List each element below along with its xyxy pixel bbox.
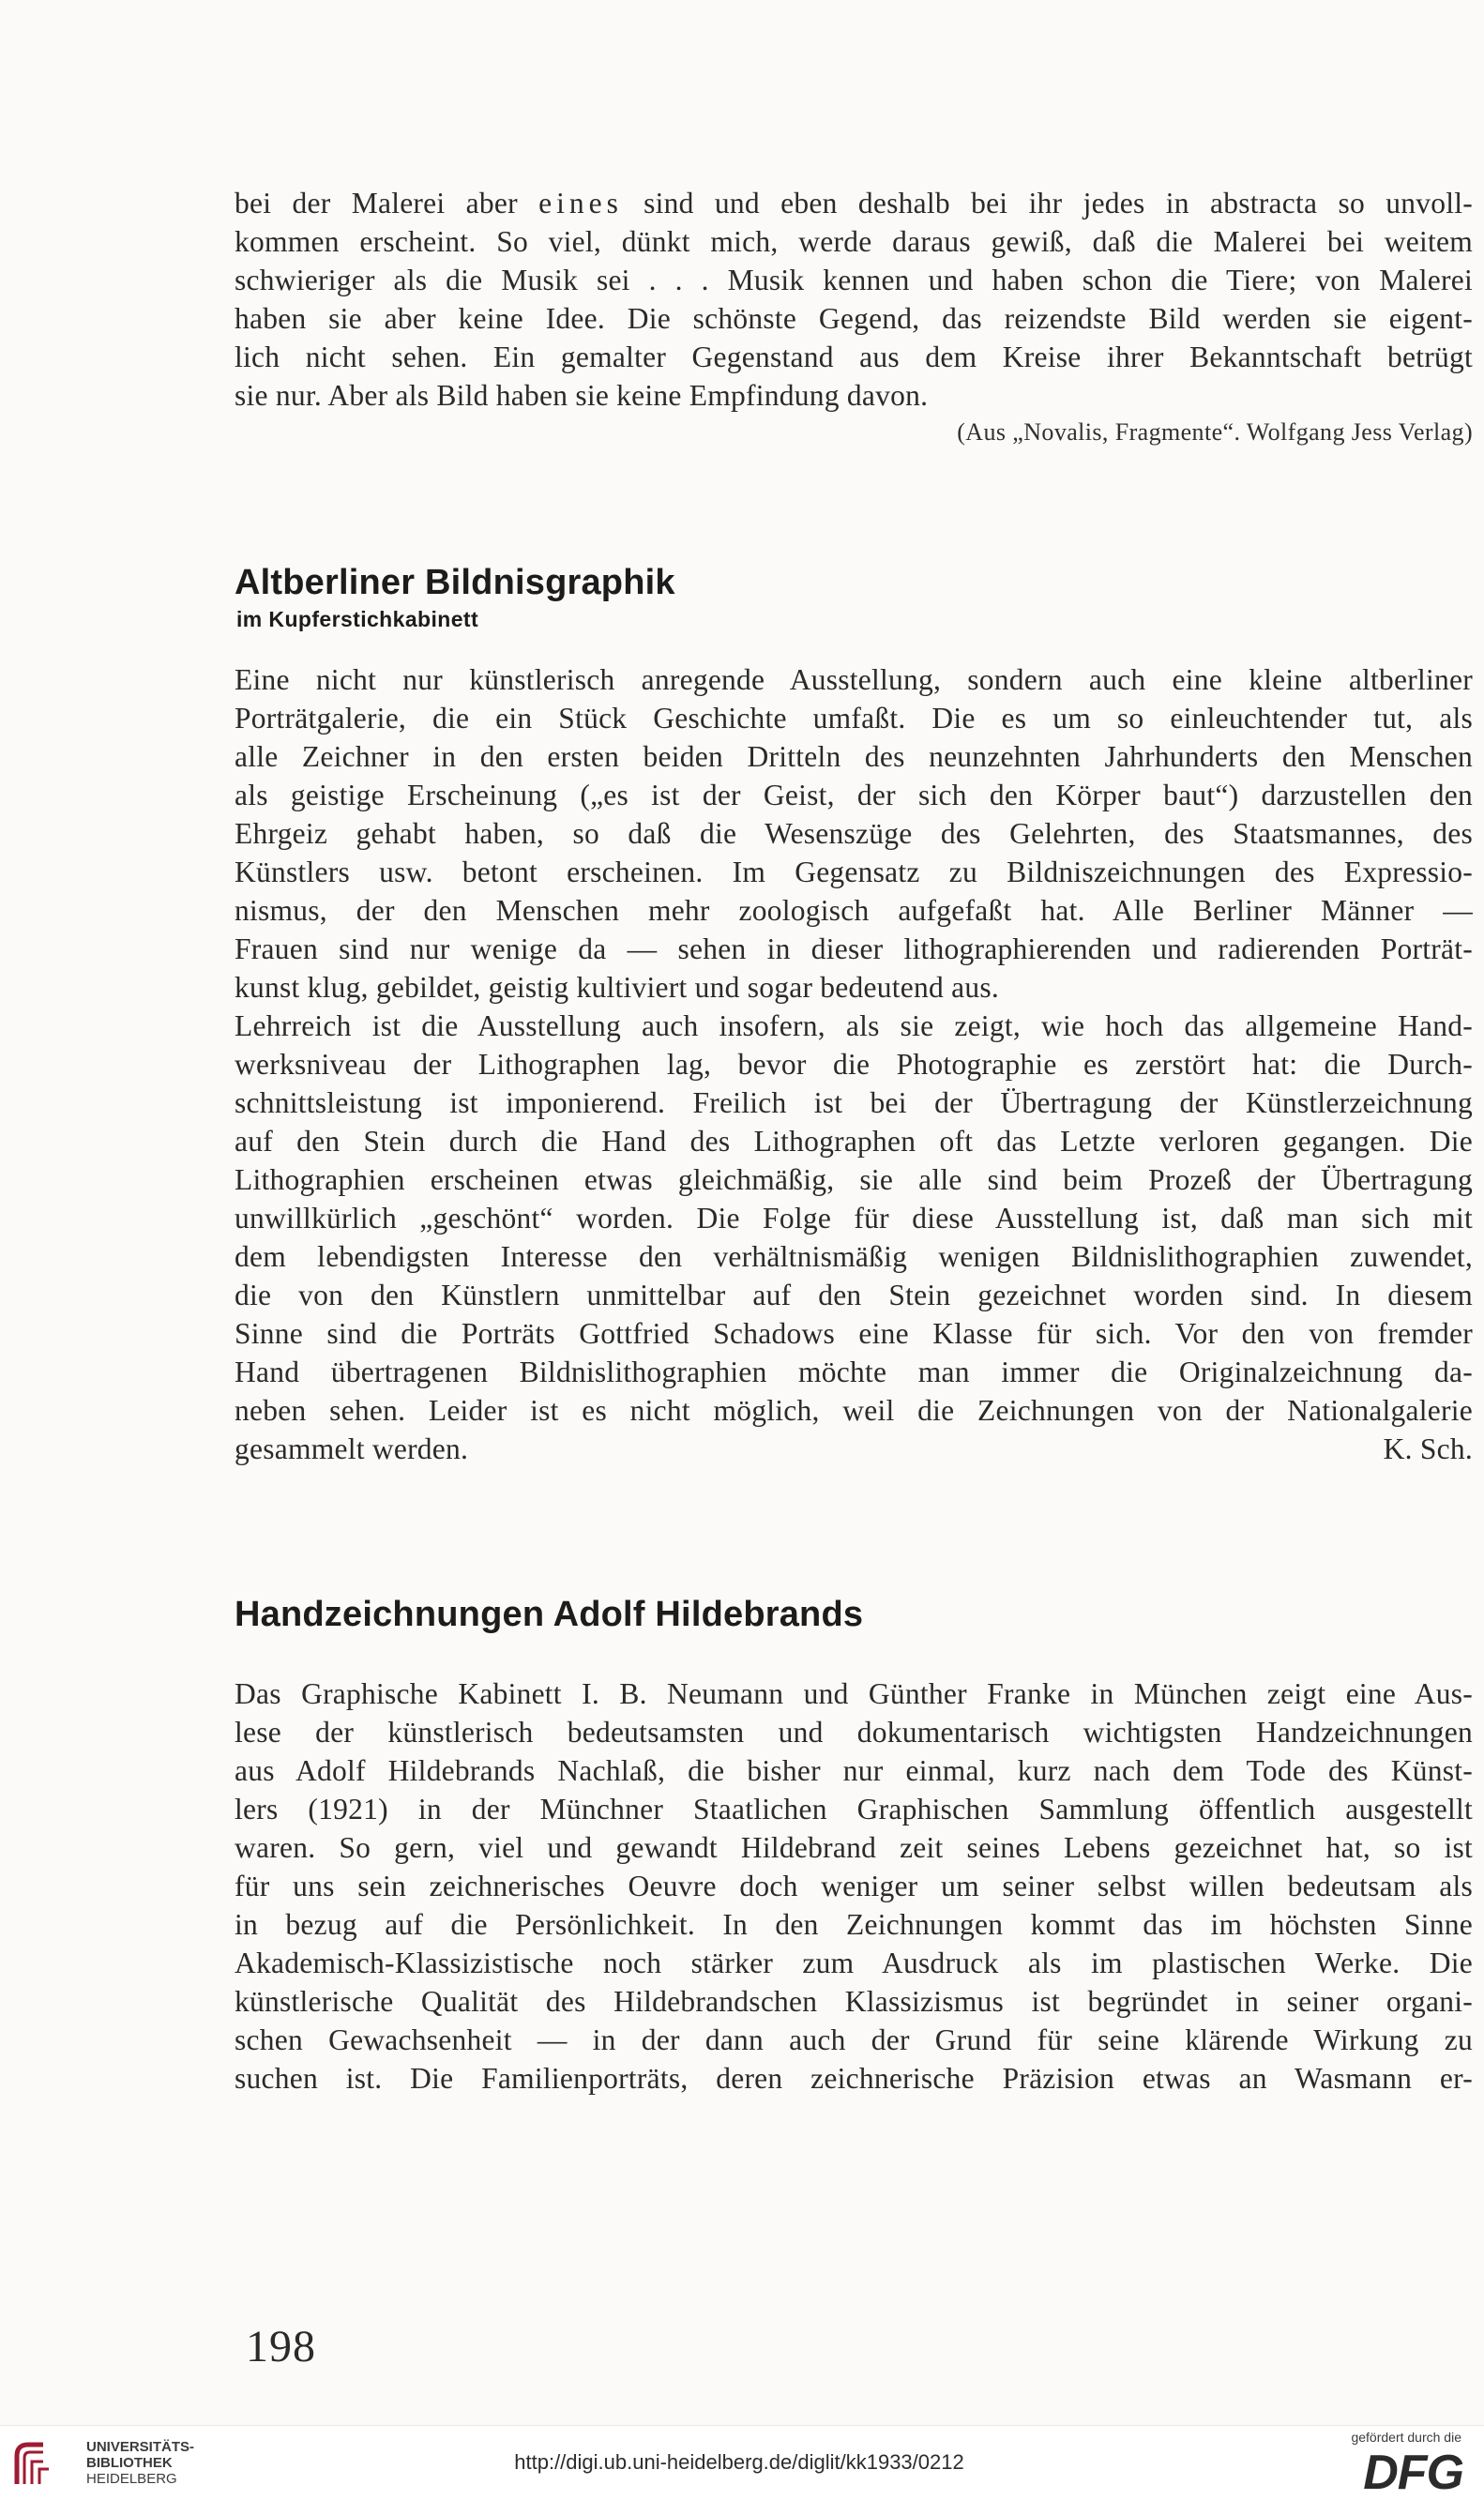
article-1-paragraph-2-line: Hand übertragenen Bildnislithographien möchte man immer die Originalzeichnung da- xyxy=(235,1356,1473,1388)
library-name-line-1: UNIVERSITÄTS- xyxy=(86,2439,195,2455)
article-1-paragraph-2-line: werksniveau der Lithographen lag, bevor die Photographie es zerstört hat: die Durch- xyxy=(235,1048,1473,1081)
article-1-paragraph-1-line: Ehrgeiz gehabt haben, so daß die Wesenszüge des Gelehrten, des Staatsmannes, des xyxy=(235,817,1473,850)
library-name-line-2: BIBLIOTHEK xyxy=(86,2455,173,2471)
quote-line-1-start: bei der Malerei aber xyxy=(235,187,539,220)
quote-line-1 xyxy=(235,184,1473,222)
article-2-paragraph-line: suchen ist. Die Familienporträts, deren zeichnerische Präzision etwas an Wasmann er- xyxy=(235,2062,1473,2095)
article-1-paragraph-1-line: Eine nicht nur künstlerisch anregende Ausstellung, sondern auch eine kleine altberliner xyxy=(235,663,1473,696)
library-name xyxy=(86,2439,194,2487)
article-2-paragraph-line: für uns sein zeichnerisches Oeuvre doch weniger um seiner selbst willen bedeutsam als xyxy=(235,1870,1473,1902)
article-1-paragraph-2-line: schnittsleistung ist imponierend. Freilich ist bei der Übertragung der Künstlerzeichnung xyxy=(235,1086,1473,1119)
article-1-paragraph-2-line: Lithographien erscheinen etwas gleichmäßig, sie alle sind beim Prozeß der Übertragung xyxy=(235,1163,1473,1196)
article-2-paragraph-line: künstlerische Qualität des Hildebrandschen Klassizismus ist begründet in seiner organi- xyxy=(235,1985,1473,2018)
article-1-paragraph-1-line: kunst klug, gebildet, geistig kultiviert und sogar bedeutend aus. xyxy=(235,971,999,1004)
author-signature: K. Sch. xyxy=(1383,1432,1473,1465)
article-2-paragraph-line: in bezug auf die Persönlichkeit. In den Zeichnungen kommt das im höchsten Sinne xyxy=(235,1908,1473,1941)
article-1-paragraph-1-line: Porträtgalerie, die ein Stück Geschichte umfaßt. Die es um so einleuchtender tut, als xyxy=(235,702,1473,735)
dfg-logo: DFG xyxy=(1363,2446,1463,2500)
article-1-paragraph-1 xyxy=(235,660,1473,1007)
top-quote-section xyxy=(235,184,1473,447)
article-2-title: Handzeichnungen Adolf Hildebrands xyxy=(235,1595,864,1634)
article-2-paragraph-line: waren. So gern, viel und gewandt Hildebrand zeit seines Lebens gezeichnet hat, so ist xyxy=(235,1831,1473,1864)
article-1-paragraph-2 xyxy=(235,1007,1473,1430)
article-2-paragraph-line: Das Graphische Kabinett I. B. Neumann und Günther Franke in München zeigt eine Aus- xyxy=(235,1677,1473,1710)
article-1-paragraph-2-line: dem lebendigsten Interesse den verhältnismäßig wenigen Bildnislithographien zuwendet, xyxy=(235,1240,1473,1273)
article-1-last-line xyxy=(235,1430,1473,1468)
quote-line-3: schwieriger als die Musik sei . . . Musik kennen und haben schon die Tiere; von Malerei xyxy=(235,264,1473,296)
article-1-paragraph-1-line: Künstlers usw. betont erscheinen. Im Gegensatz zu Bildniszeichnungen des Expressio- xyxy=(235,856,1473,888)
article-altberliner xyxy=(235,563,1473,1468)
article-1-paragraph-2-line: neben sehen. Leider ist es nicht möglich, weil die Zeichnungen von der Nationalgalerie xyxy=(235,1394,1473,1427)
article-2-paragraph xyxy=(235,1674,1473,2098)
article-2-paragraph-line: aus Adolf Hildebrands Nachlaß, die bisher nur einmal, kurz nach dem Tode des Künst- xyxy=(235,1754,1473,1787)
article-1-paragraph-2-line: die von den Künstlern unmittelbar auf den Stein gezeichnet worden sind. In diesem xyxy=(235,1279,1473,1311)
article-1-paragraph-1-line: alle Zeichner in den ersten beiden Dritteln des neunzehnten Jahrhunderts den Menschen xyxy=(235,740,1473,773)
permalink-url[interactable]: http://digi.ub.uni-heidelberg.de/diglit/kk1933/0212 xyxy=(514,2450,964,2474)
page-number: 198 xyxy=(246,2322,316,2371)
quote-source: (Aus „Novalis, Fragmente“. Wolfgang Jess Verlag) xyxy=(957,418,1473,446)
article-1-paragraph-1-line: nismus, der den Menschen mehr zoologisch aufgefaßt hat. Alle Berliner Männer — xyxy=(235,894,1473,927)
article-1-paragraph-2-line: Lehrreich ist die Ausstellung auch insofern, als sie zeigt, wie hoch das allgemeine Hand- xyxy=(235,1009,1473,1042)
article-2-paragraph-line: Akademisch-Klassizistische noch stärker zum Ausdruck als im plastischen Werke. Die xyxy=(235,1947,1473,1979)
funding-note: gefördert durch die xyxy=(1351,2430,1461,2445)
university-library-logo-icon xyxy=(11,2437,77,2490)
quote-line-2: kommen erscheint. So viel, dünkt mich, werde daraus gewiß, daß die Malerei bei weitem xyxy=(235,225,1473,258)
article-2-paragraph-line: schen Gewachsenheit — in der dann auch der Grund für seine klärende Wirkung zu xyxy=(235,2023,1473,2056)
article-1-subtitle: im Kupferstichkabinett xyxy=(236,607,479,631)
quote-line-5: lich nicht sehen. Ein gemalter Gegenstand aus dem Kreise ihrer Bekanntschaft betrügt xyxy=(235,341,1473,373)
article-2-paragraph-line: lese der künstlerisch bedeutsamsten und dokumentarisch wichtigsten Handzeichnungen xyxy=(235,1716,1473,1749)
article-1-paragraph-2-line: auf den Stein durch die Hand des Lithographen oft das Letzte verloren gegangen. Die xyxy=(235,1125,1473,1158)
article-1-paragraph-1-line: als geistige Erscheinung („es ist der Geist, der sich den Körper baut“) darzustellen den xyxy=(235,779,1473,811)
quote-emphasis: eines xyxy=(538,187,623,220)
article-1-closing-text: gesammelt werden. xyxy=(235,1432,469,1465)
article-2-paragraph-line: lers (1921) in der Münchner Staatlichen Graphischen Sammlung öffentlich ausgestellt xyxy=(235,1793,1473,1826)
quote-line-1-end: sind und eben deshalb bei ihr jedes in abstracta so unvoll- xyxy=(622,187,1473,220)
article-hildebrand xyxy=(235,1595,1473,2098)
article-1-paragraph-1-line: Frauen sind nur wenige da — sehen in dieser lithographierenden und radierenden Porträt- xyxy=(235,932,1473,965)
quote-line-6: sie nur. Aber als Bild haben sie keine Empfindung davon. xyxy=(235,379,929,412)
quote-line-4: haben sie aber keine Idee. Die schönste Gegend, das reizendste Bild werden sie eigent- xyxy=(235,302,1473,335)
article-1-title: Altberliner Bildnisgraphik xyxy=(235,563,675,602)
digitization-footer xyxy=(0,2425,1484,2499)
library-name-line-3: HEIDELBERG xyxy=(86,2471,177,2487)
article-1-paragraph-2-line: unwillkürlich „geschönt“ worden. Die Folge für diese Ausstellung ist, daß man sich mit xyxy=(235,1202,1473,1235)
article-1-paragraph-2-line: Sinne sind die Porträts Gottfried Schadows eine Klasse für sich. Vor den von fremder xyxy=(235,1317,1473,1350)
